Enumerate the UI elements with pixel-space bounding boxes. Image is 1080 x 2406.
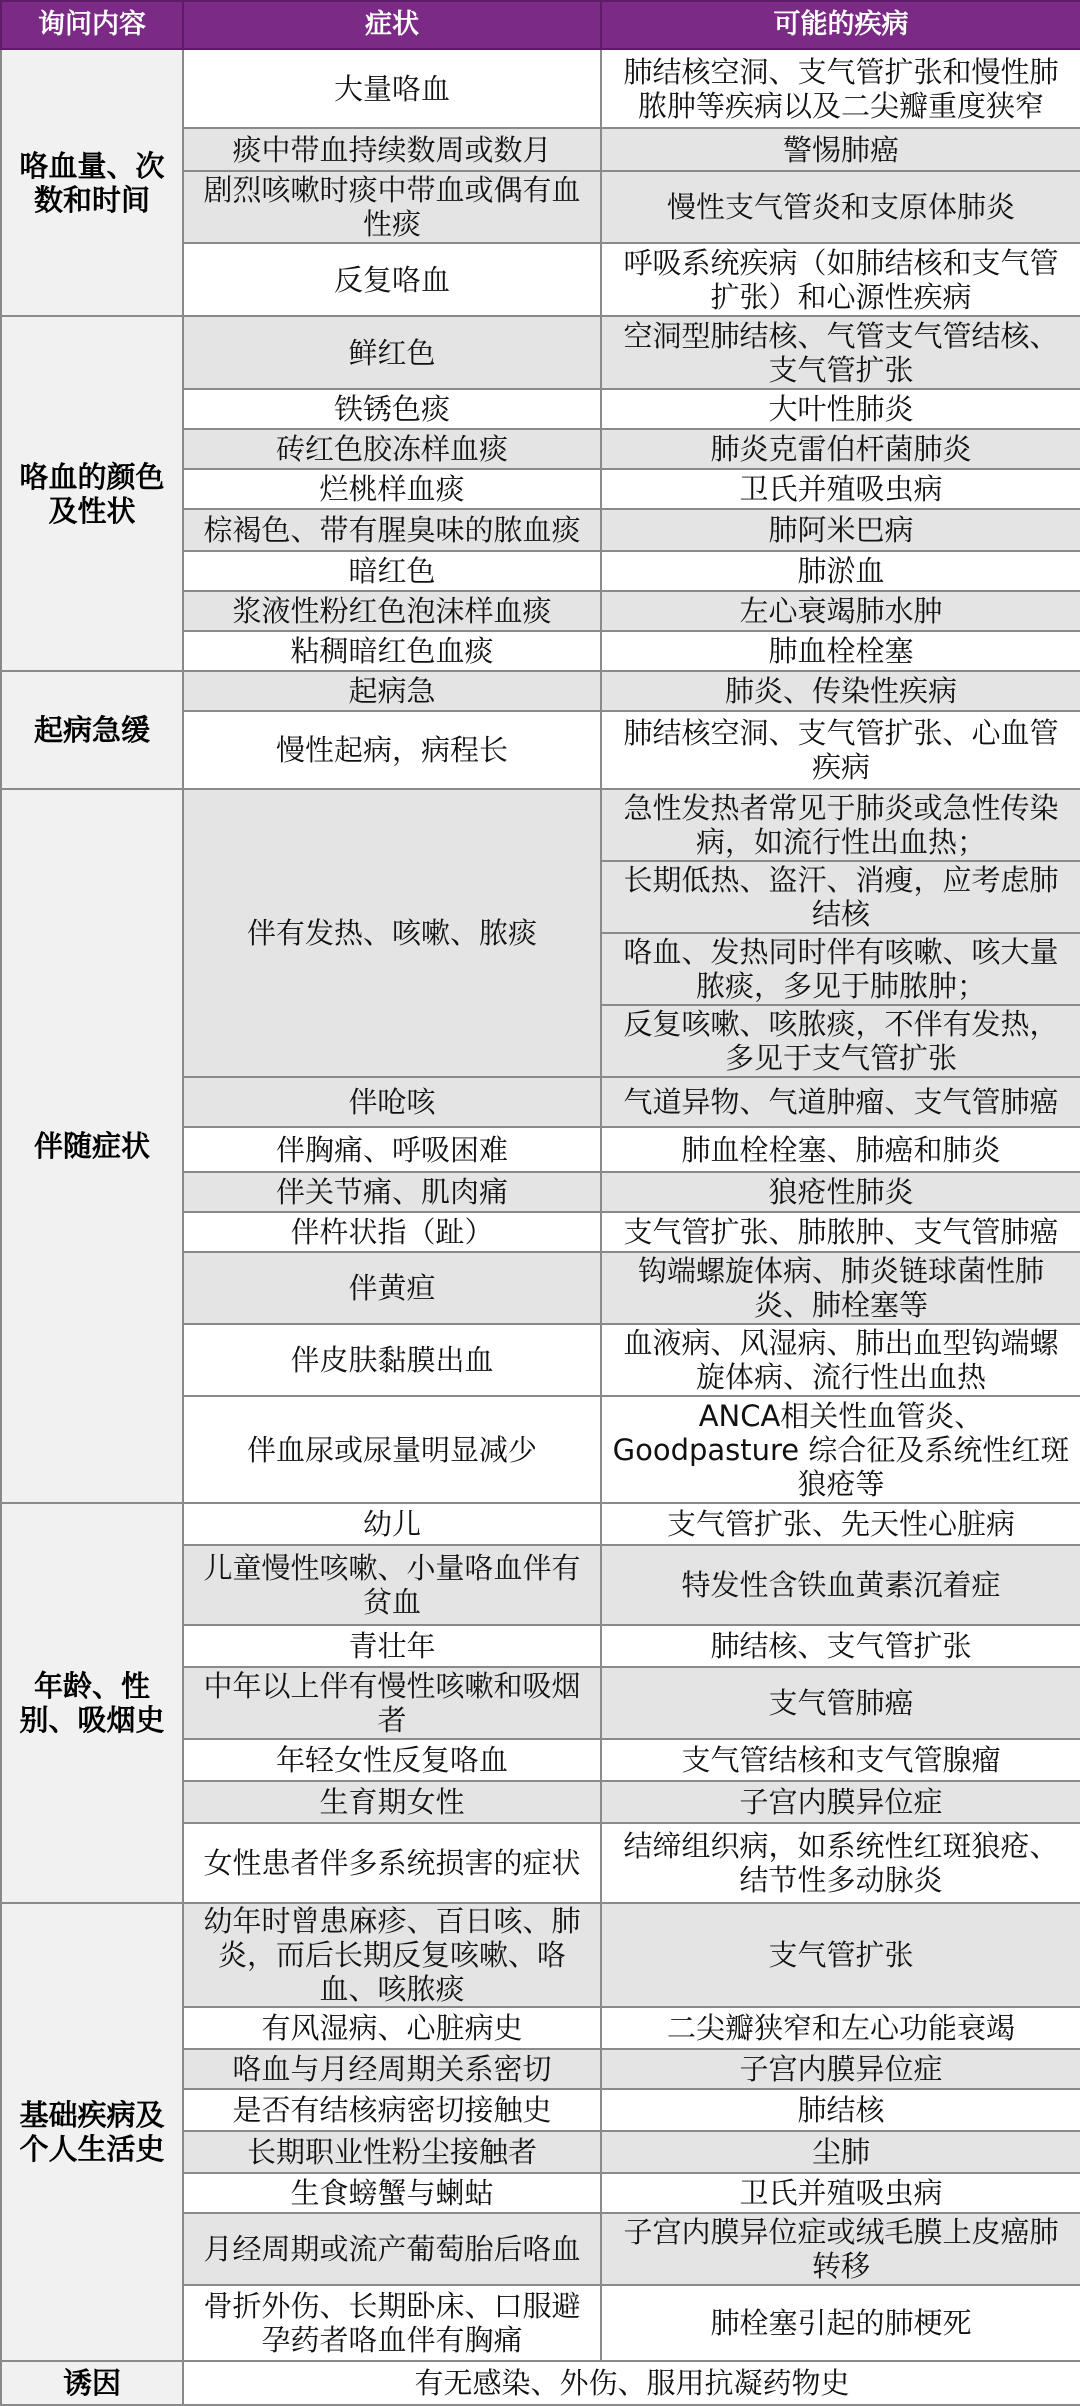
symptom-cell: 伴皮肤黏膜出血 [183,1324,601,1396]
category-cell: 年龄、性别、吸烟史 [1,1503,183,1903]
disease-cell: 大叶性肺炎 [601,389,1080,429]
symptom-cell: 砖红色胶冻样血痰 [183,429,601,469]
disease-cell: 肺结核空洞、支气管扩张、心血管疾病 [601,711,1080,789]
disease-cell: 肺淤血 [601,551,1080,591]
disease-cell: 钩端螺旋体病、肺炎链球菌性肺炎、肺栓塞等 [601,1252,1080,1324]
symptom-cell: 生食螃蟹与蝲蛄 [183,2173,601,2213]
disease-cell: 肺炎、传染性疾病 [601,671,1080,711]
disease-cell: 卫氏并殖吸虫病 [601,469,1080,509]
header-inquiry-content: 询问内容 [1,1,183,49]
symptom-cell: 女性患者伴多系统损害的症状 [183,1823,601,1903]
category-cell: 诱因 [1,2361,183,2405]
symptom-cell: 暗红色 [183,551,601,591]
symptom-cell: 浆液性粉红色泡沫样血痰 [183,591,601,631]
category-cell: 基础疾病及个人生活史 [1,1903,183,2361]
symptom-cell: 年轻女性反复咯血 [183,1739,601,1781]
symptom-cell: 铁锈色痰 [183,389,601,429]
table-header-row [1,1,1080,49]
disease-cell: 子宫内膜异位症 [601,2049,1080,2089]
symptom-cell: 咯血与月经周期关系密切 [183,2049,601,2089]
disease-cell: 肺栓塞引起的肺梗死 [601,2285,1080,2361]
disease-cell: 急性发热者常见于肺炎或急性传染病，如流行性出血热； [601,789,1080,861]
disease-cell: 长期低热、盗汗、消瘦，应考虑肺结核 [601,861,1080,933]
symptom-cell: 儿童慢性咳嗽、小量咯血伴有贫血 [183,1545,601,1625]
disease-cell: 支气管结核和支气管腺瘤 [601,1739,1080,1781]
disease-cell: 警惕肺癌 [601,128,1080,171]
symptom-cell: 长期职业性粉尘接触者 [183,2131,601,2173]
disease-cell: 子宫内膜异位症 [601,1781,1080,1823]
symptom-cell: 青壮年 [183,1625,601,1667]
symptom-cell: 有风湿病、心脏病史 [183,2007,601,2049]
symptom-cell: 伴杵状指（趾） [183,1212,601,1252]
symptom-cell: 起病急 [183,671,601,711]
symptom-cell: 中年以上伴有慢性咳嗽和吸烟者 [183,1667,601,1739]
disease-cell: 肺结核、支气管扩张 [601,1625,1080,1667]
disease-cell: 呼吸系统疾病（如肺结核和支气管扩张）和心源性疾病 [601,243,1080,316]
table-row [1,671,1080,711]
symptom-cell: 伴血尿或尿量明显减少 [183,1396,601,1503]
disease-cell: 反复咳嗽、咳脓痰，不伴有发热，多见于支气管扩张 [601,1005,1080,1077]
symptom-cell: 伴关节痛、肌肉痛 [183,1172,601,1212]
symptom-cell: 生育期女性 [183,1781,601,1823]
table-row [1,789,1080,861]
disease-cell: 尘肺 [601,2131,1080,2173]
disease-cell: 咯血、发热同时伴有咳嗽、咳大量脓痰，多见于肺脓肿； [601,933,1080,1005]
disease-cell: 卫氏并殖吸虫病 [601,2173,1080,2213]
table-row [1,1903,1080,2007]
symptom-cell: 粘稠暗红色血痰 [183,631,601,671]
symptom-cell: 鲜红色 [183,316,601,389]
disease-cell: 血液病、风湿病、肺出血型钩端螺旋体病、流行性出血热 [601,1324,1080,1396]
table-row [1,316,1080,389]
symptom-cell: 伴有发热、咳嗽、脓痰 [183,789,601,1077]
category-cell: 咯血量、次数和时间 [1,49,183,316]
symptom-cell: 骨折外伤、长期卧床、口服避孕药者咯血伴有胸痛 [183,2285,601,2361]
disease-cell: 肺结核 [601,2089,1080,2131]
symptom-cell: 伴胸痛、呼吸困难 [183,1127,601,1172]
table-row [1,1503,1080,1545]
disease-cell: 子宫内膜异位症或绒毛膜上皮癌肺转移 [601,2213,1080,2285]
disease-cell: 左心衰竭肺水肿 [601,591,1080,631]
disease-cell: 空洞型肺结核、气管支气管结核、支气管扩张 [601,316,1080,389]
table-row [1,49,1080,128]
category-cell: 伴随症状 [1,789,183,1503]
disease-cell: 支气管扩张、肺脓肿、支气管肺癌 [601,1212,1080,1252]
symptom-cell: 是否有结核病密切接触史 [183,2089,601,2131]
symptom-cell: 烂桃样血痰 [183,469,601,509]
symptom-cell: 剧烈咳嗽时痰中带血或偶有血性痰 [183,171,601,243]
disease-cell: 狼疮性肺炎 [601,1172,1080,1212]
symptom-cell: 大量咯血 [183,49,601,128]
symptom-cell: 幼年时曾患麻疹、百日咳、肺炎，而后长期反复咳嗽、咯血、咳脓痰 [183,1903,601,2007]
disease-cell: 慢性支气管炎和支原体肺炎 [601,171,1080,243]
cause-cell: 有无感染、外伤、服用抗凝药物史 [183,2361,1080,2405]
symptom-cell: 伴呛咳 [183,1077,601,1127]
symptom-cell: 慢性起病，病程长 [183,711,601,789]
header-symptom: 症状 [183,1,601,49]
disease-cell: 肺血栓栓塞、肺癌和肺炎 [601,1127,1080,1172]
disease-cell: 肺结核空洞、支气管扩张和慢性肺脓肿等疾病以及二尖瓣重度狭窄 [601,49,1080,128]
symptom-cell: 月经周期或流产葡萄胎后咯血 [183,2213,601,2285]
disease-cell: 二尖瓣狭窄和左心功能衰竭 [601,2007,1080,2049]
symptom-cell: 反复咯血 [183,243,601,316]
symptom-cell: 痰中带血持续数周或数月 [183,128,601,171]
disease-cell: 肺炎克雷伯杆菌肺炎 [601,429,1080,469]
header-possible-disease: 可能的疾病 [601,1,1080,49]
table-row [1,2361,1080,2405]
symptom-cell: 伴黄疸 [183,1252,601,1324]
disease-cell: 支气管扩张 [601,1903,1080,2007]
disease-cell: ANCA相关性血管炎、Goodpasture 综合征及系统性红斑狼疮等 [601,1396,1080,1503]
disease-cell: 支气管肺癌 [601,1667,1080,1739]
disease-cell: 结缔组织病，如系统性红斑狼疮、结节性多动脉炎 [601,1823,1080,1903]
disease-cell: 支气管扩张、先天性心脏病 [601,1503,1080,1545]
symptom-cell: 棕褐色、带有腥臭味的脓血痰 [183,509,601,551]
category-cell: 咯血的颜色及性状 [1,316,183,671]
category-cell: 起病急缓 [1,671,183,789]
disease-cell: 特发性含铁血黄素沉着症 [601,1545,1080,1625]
disease-cell: 气道异物、气道肿瘤、支气管肺癌 [601,1077,1080,1127]
disease-cell: 肺阿米巴病 [601,509,1080,551]
symptom-cell: 幼儿 [183,1503,601,1545]
disease-cell: 肺血栓栓塞 [601,631,1080,671]
